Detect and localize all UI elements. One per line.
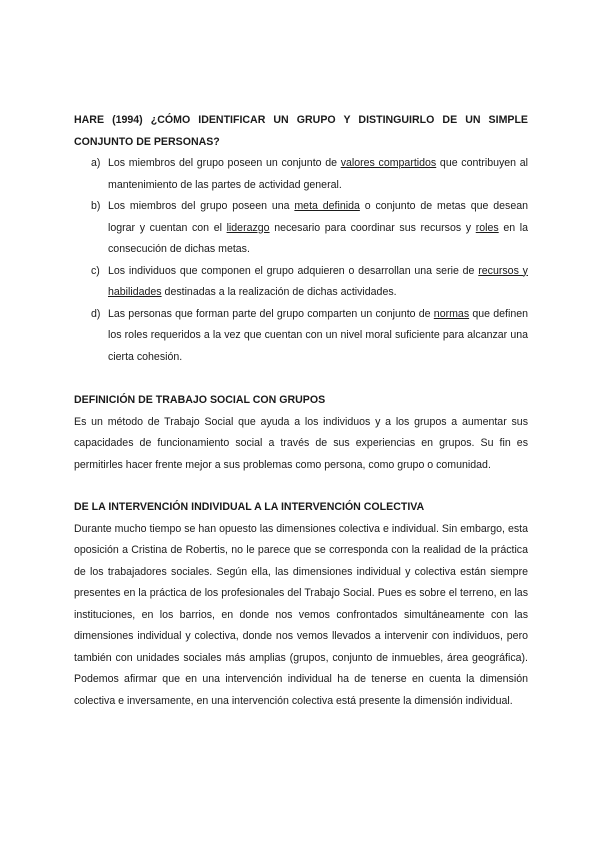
item-text: que contribuyen al mantenimiento de las partes de actividad general. xyxy=(108,157,528,191)
definition-paragraph: Es un método de Trabajo Social que ayuda a los individuos y a los grupos a aumentar sus capacidades de funcionamiento social a través de sus experiencias en grupos. Su fin es permitirles hacer frente mejor a sus problemas como persona, como grupo o comunidad. xyxy=(74,415,528,471)
list-item-c xyxy=(74,261,528,304)
section-intervention xyxy=(74,497,528,712)
document-page xyxy=(74,110,528,712)
section-heading-hare: HARE (1994) ¿CÓMO IDENTIFICAR UN GRUPO Y DISTINGUIRLO DE UN SIMPLE CONJUNTO DE PERSONAS? xyxy=(74,114,528,148)
item-text: que definen los roles requeridos a la vez que cuentan con un nivel moral suficiente para alcanzar una cierta cohesión. xyxy=(108,307,528,363)
item-text: Las personas que forman parte del grupo comparten un conjunto de xyxy=(108,307,434,320)
underlined-term: valores compartidos xyxy=(340,157,437,169)
list-marker: b) xyxy=(91,200,101,212)
item-text: necesario para coordinar sus recursos y xyxy=(269,221,476,234)
list-item-b xyxy=(74,196,528,261)
item-text: destinadas a la realización de dichas actividades. xyxy=(161,286,397,298)
section-heading-intervention: DE LA INTERVENCIÓN INDIVIDUAL A LA INTERVENCIÓN COLECTIVA xyxy=(74,501,425,513)
item-text: Los miembros del grupo poseen un conjunto de xyxy=(108,157,341,169)
underlined-term: recursos y habilidades xyxy=(108,264,528,298)
underlined-term: liderazgo xyxy=(226,221,270,234)
underlined-term: meta definida xyxy=(294,200,360,212)
item-text: o conjunto de metas que desean lograr y cuentan con el xyxy=(108,200,528,234)
characteristics-list xyxy=(74,153,528,368)
list-marker: d) xyxy=(91,307,101,320)
underlined-term: normas xyxy=(433,307,470,320)
item-text: Los miembros del grupo poseen una xyxy=(108,200,295,212)
item-text: Los individuos que componen el grupo adquieren o desarrollan una serie de xyxy=(108,264,479,277)
section-hare xyxy=(74,110,528,368)
list-marker: a) xyxy=(91,157,101,169)
section-heading-definition: DEFINICIÓN DE TRABAJO SOCIAL CON GRUPOS xyxy=(74,394,326,406)
item-text: en la consecución de dichas metas. xyxy=(108,221,529,255)
underlined-term: roles xyxy=(475,221,499,234)
list-item-a xyxy=(74,153,528,196)
section-definition xyxy=(74,390,528,476)
list-marker: c) xyxy=(91,264,100,277)
intervention-paragraph: Durante mucho tiempo se han opuesto las dimensiones colectiva e individual. Sin embargo, esta oposición a Cristina de Robertis, no le parece que se corresponda con la realidad de la práctica de los trabajadores sociales. Según ella, las dimensiones individual y colectiva están siempre presentes en la práctica de los profesionales del Trabajo Social. Pues es sobre el terreno, en las instituciones, en los barrios, en donde nos vemos confrontados simultáneamente con las dimensiones individual y colectiva, donde nos vemos llevados a intervenir con individuos, pero también con unidades sociales más amplias (grupos, conjunto de inmuebles, área geográfica). Podemos afirmar que en una intervención individual ha de tenerse en cuenta la dimensión colectiva e inversamente, en una intervención colectiva está presente la dimensión individual. xyxy=(74,522,528,707)
list-item-d xyxy=(74,304,528,369)
